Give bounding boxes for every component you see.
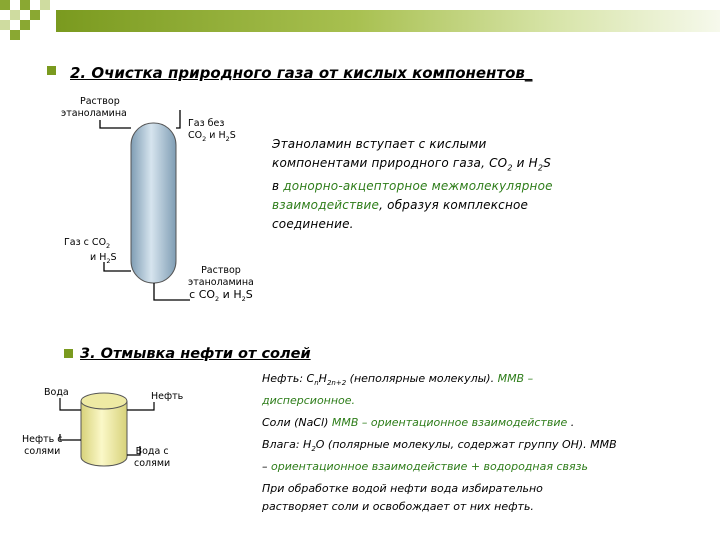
label-gas-out: Газ без $CO_2$ и $H_2S$	[188, 118, 236, 143]
label-gas-in: Газ с $CO_2$ и $H_2S$	[64, 237, 117, 265]
pipe-water-in	[60, 398, 81, 410]
pipe-solution-in	[100, 120, 131, 128]
section1-paragraph: Этаноламин вступает с кислыми компонентами природного газа, $CO_2$ и $H_2S$ в донорно-акцепторное межмолекулярное взаимодействие, образуя комплексное соединение.	[272, 137, 553, 232]
section2-title: 3. Отмывка нефти от солей	[80, 346, 311, 362]
section1-title: 2. Очистка природного газа от кислых компонентов_	[70, 64, 533, 82]
label-solution-out: Раствор этаноламина с $CO_2$ и $H_2S$	[188, 265, 254, 304]
pipe-solution-out	[154, 283, 190, 300]
pipe-gas-out	[176, 110, 180, 128]
section2-text	[262, 370, 712, 520]
text-salts: Соли (NaCl) ММВ – ориентационное взаимодействие .	[262, 416, 575, 430]
label-solution-in: Раствор	[80, 96, 120, 107]
absorber-column	[131, 123, 176, 283]
label-water-salts: Вода с солями	[134, 446, 171, 469]
label-oil-out: Нефть	[151, 391, 184, 402]
text-conclusion: При обработке водой нефти вода избирательно растворяет соли и освобождает от них нефть.	[262, 482, 543, 514]
wash-tank	[81, 393, 127, 466]
bullet-icon	[64, 349, 73, 358]
label-water-in: Вода	[44, 387, 69, 398]
text-moisture: Влага: $H_2O$ (полярные молекулы, содержат группу OH). ММВ – ориентационное взаимодействие + водородная связь	[262, 438, 617, 474]
pipe-oil-out	[127, 402, 154, 410]
label-solution-in-2: этаноламина	[61, 108, 127, 119]
pipe-oil-salts-in	[60, 434, 81, 440]
label-oil-salts: Нефть с солями	[22, 434, 63, 457]
text-oil: Нефть: $C_nH_{2n+2}$ (неполярные молекулы). ММВ – дисперсионное.	[262, 372, 534, 408]
